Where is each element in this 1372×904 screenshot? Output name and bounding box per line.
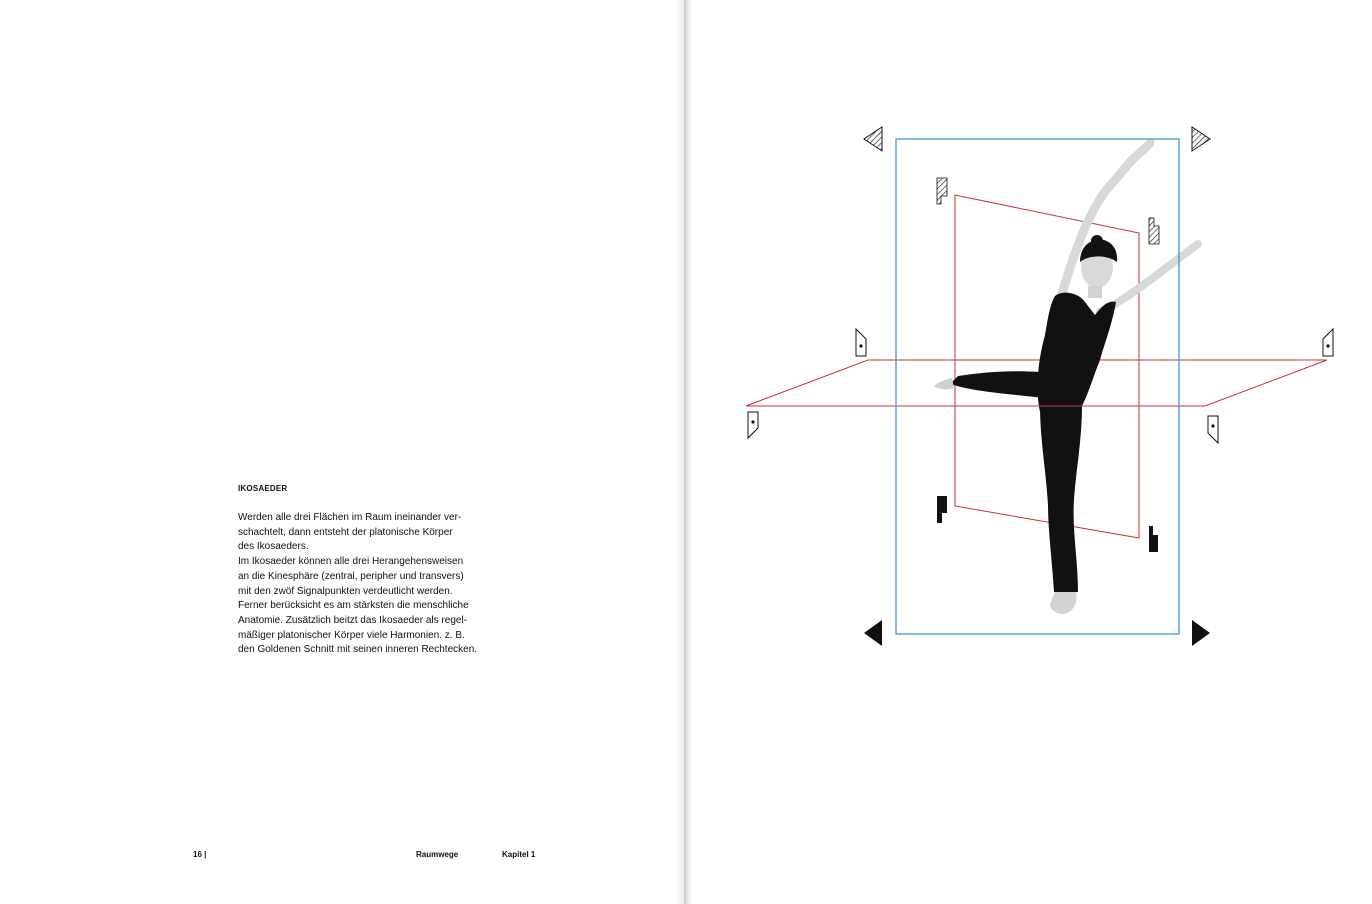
horizontal-marker-back-left-icon — [856, 329, 866, 356]
sagittal-marker-bottom-right-icon — [1149, 526, 1158, 552]
sagittal-marker-top-left-icon — [937, 178, 947, 204]
body-line: schachtelt, dann entsteht der platonische Körper — [238, 526, 453, 538]
body-line: Ferner berücksicht es am stärksten die menschliche — [238, 600, 469, 612]
triangle-bottom-right-icon — [1192, 620, 1210, 646]
body-line: mit den zwöf Signalpunkten verdeutlicht werden. — [238, 585, 453, 597]
dancer-figure — [934, 143, 1198, 614]
horizontal-marker-front-left-icon — [748, 412, 758, 438]
body-line: den Goldenen Schnitt mit seinen inneren Rechtecken. — [238, 644, 478, 656]
body-line: Werden alle drei Flächen im Raum ineinander ver- — [238, 512, 462, 523]
body-line: an die Kinesphäre (zentral, peripher und transvers) — [238, 570, 464, 582]
triangle-bottom-left-icon — [864, 620, 882, 646]
body-line: mäßiger platonischer Körper viele Harmonien. z. B. — [238, 629, 465, 641]
footer-chapter: Kapitel 1 — [502, 850, 536, 859]
triangle-top-left-icon — [864, 127, 882, 151]
footer-book-title: Raumwege — [416, 850, 459, 859]
section-heading: IKOSAEDER — [238, 484, 288, 493]
page-number: 16 | — [193, 850, 207, 859]
horizontal-marker-front-right-icon — [1208, 416, 1218, 443]
triangle-top-right-icon — [1192, 127, 1210, 151]
sagittal-marker-top-right-icon — [1149, 218, 1159, 244]
horizontal-marker-back-right-icon — [1323, 329, 1333, 356]
sagittal-marker-bottom-left-icon — [937, 496, 947, 523]
body-line: Anatomie. Zusätzlich beitzt das Ikosaeder als regel- — [238, 614, 467, 626]
body-line: des Ikosaeders. — [238, 541, 309, 553]
body-line: Im Ikosaeder können alle drei Herangehensweisen — [238, 556, 464, 568]
